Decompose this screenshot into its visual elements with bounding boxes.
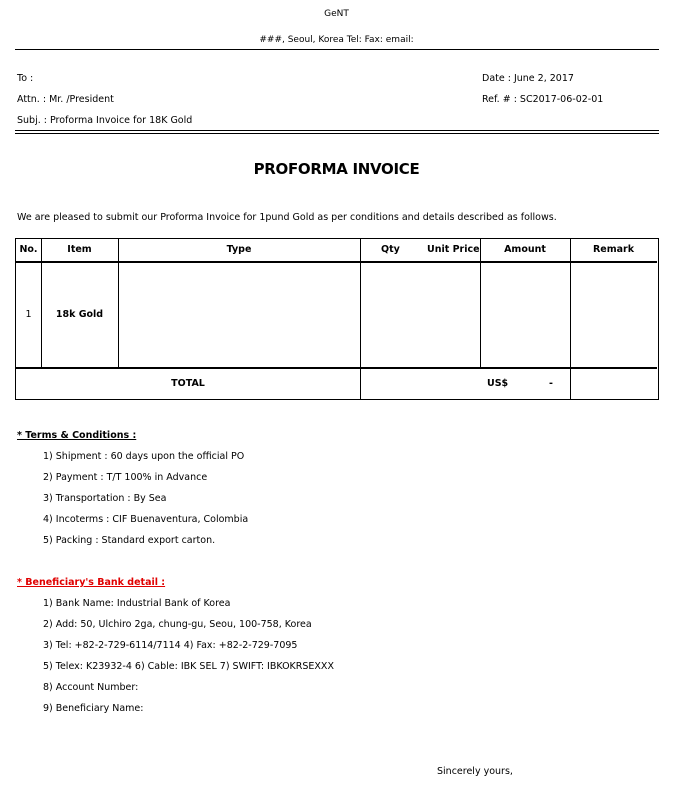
header-type: Type — [226, 244, 252, 255]
total-value: - — [549, 378, 553, 389]
meta-divider-bottom — [15, 133, 659, 134]
company-name: GeNT — [324, 9, 349, 19]
meta-divider-top — [15, 130, 659, 131]
table-total-divider — [16, 367, 657, 369]
total-label: TOTAL — [171, 378, 205, 389]
row-1-no: 1 — [25, 309, 32, 320]
header-amount: Amount — [504, 244, 546, 255]
bank-item-telex-cable-swift: 5) Telex: K23932-4 6) Cable: IBK SEL 7) SWIFT: IBKOKRSEXXX — [43, 661, 334, 672]
subject-line: Subj. : Proforma Invoice for 18K Gold — [17, 115, 193, 126]
company-address: ###, Seoul, Korea Tel: Fax: email: — [259, 35, 414, 45]
header-remark: Remark — [592, 244, 635, 255]
date-line: Date : June 2, 2017 — [482, 73, 574, 84]
row-1-item: 18k Gold — [55, 309, 104, 320]
bank-item-tel-fax: 3) Tel: +82-2-729-6114/7114 4) Fax: +82-2-729-7095 — [43, 640, 298, 651]
header-item: Item — [67, 244, 92, 255]
intro-text: We are pleased to submit our Proforma Invoice for 1pund Gold as per conditions and details described as follows. — [17, 212, 557, 223]
bank-item-address: 2) Add: 50, Ulchiro 2ga, chung-gu, Seou, 100-758, Korea — [43, 619, 312, 630]
col-divider-type — [360, 239, 361, 399]
terms-item-packing: 5) Packing : Standard export carton. — [43, 535, 216, 546]
terms-title: * Terms & Conditions : — [17, 430, 137, 441]
to-label: To : — [17, 73, 34, 84]
invoice-table — [15, 238, 659, 400]
ref-line: Ref. # : SC2017-06-02-01 — [482, 94, 604, 105]
bank-title: * Beneficiary's Bank detail : — [17, 577, 166, 588]
header-no: No. — [19, 244, 38, 255]
terms-item-incoterms: 4) Incoterms : CIF Buenaventura, Colombia — [43, 514, 249, 525]
header-qty: Qty — [381, 244, 400, 255]
header-unit-price: Unit Price — [427, 244, 480, 255]
col-divider-amount — [570, 239, 571, 399]
table-header-divider — [16, 261, 657, 263]
bank-item-beneficiary-name: 9) Beneficiary Name: — [43, 703, 144, 714]
closing-text: Sincerely yours, — [437, 766, 513, 777]
bank-item-account-number: 8) Account Number: — [43, 682, 139, 693]
total-currency: US$ — [487, 378, 509, 389]
col-divider-item — [118, 239, 119, 367]
header-divider — [15, 49, 659, 50]
terms-item-payment: 2) Payment : T/T 100% in Advance — [43, 472, 208, 483]
col-divider-price — [480, 239, 481, 367]
terms-item-transportation: 3) Transportation : By Sea — [43, 493, 167, 504]
bank-item-name: 1) Bank Name: Industrial Bank of Korea — [43, 598, 231, 609]
col-divider-no — [41, 239, 42, 367]
terms-item-shipment: 1) Shipment : 60 days upon the official PO — [43, 451, 245, 462]
attn-line: Attn. : Mr. /President — [17, 94, 114, 105]
document-title: PROFORMA INVOICE — [253, 160, 420, 178]
